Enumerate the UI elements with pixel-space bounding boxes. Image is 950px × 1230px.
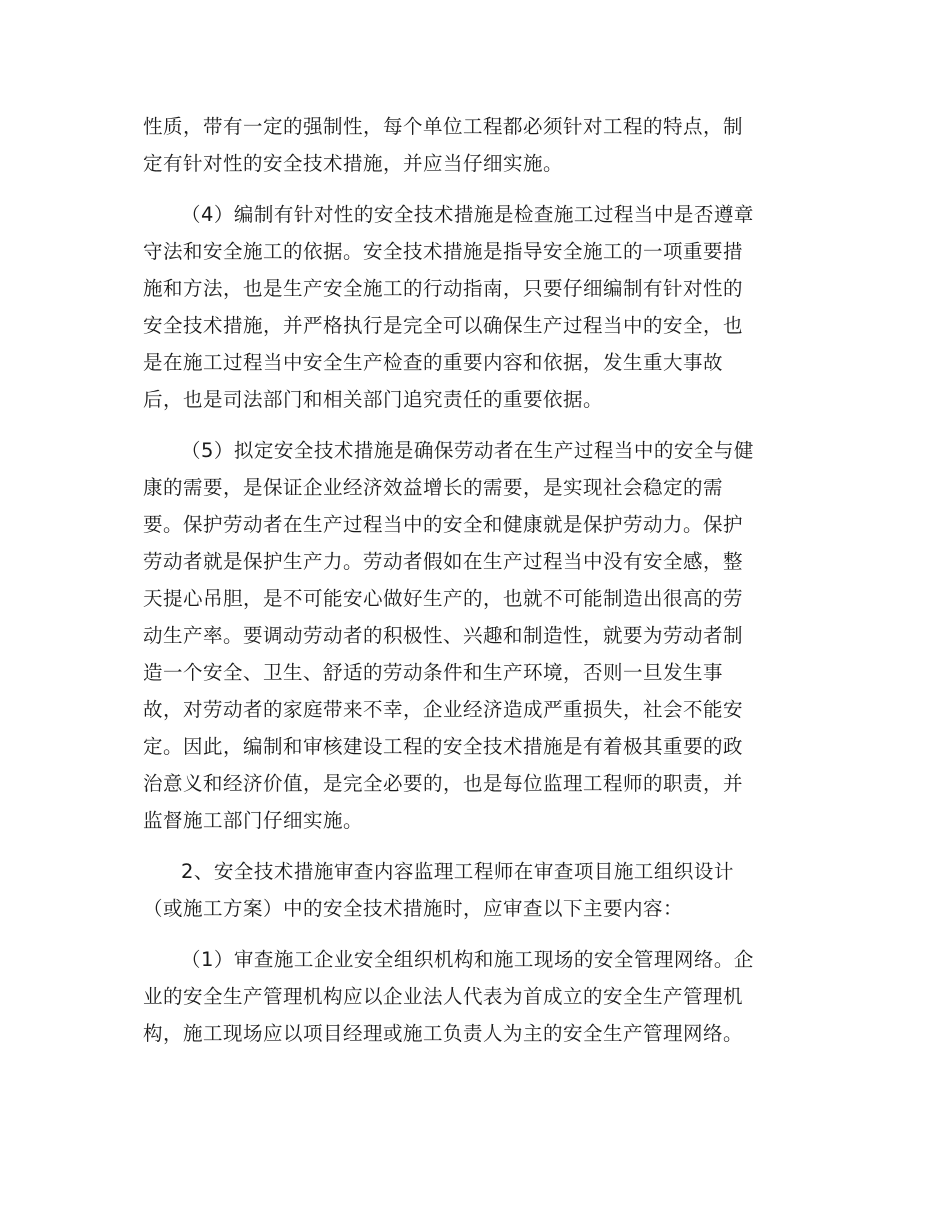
text-line: （或施工方案）中的安全技术措施时，应审查以下主要内容： — [143, 897, 684, 920]
text-line: 天提心吊胆，是不可能安心做好生产的，也就不可能制造出很高的劳 — [143, 587, 744, 610]
text-line: 监督施工部门仔细实施。 — [143, 809, 364, 832]
text-line: 性质，带有一定的强制性，每个单位工程都必须针对工程的特点，制 — [143, 115, 744, 138]
document-body — [143, 108, 807, 1052]
text-line: 业的安全生产管理机构应以企业法人代表为首成立的安全生产管理机 — [143, 985, 744, 1008]
text-line: 后，也是司法部门和相关部门追究责任的重要依据。 — [143, 388, 604, 411]
text-line: 守法和安全施工的依据。安全技术措施是指导安全施工的一项重要措 — [143, 240, 744, 263]
paragraph-5 — [143, 941, 807, 1052]
text-line: 2、安全技术措施审查内容监理工程师在审查项目施工组织设计 — [181, 860, 734, 883]
text-line: 是在施工过程当中安全生产检查的重要内容和依据，发生重大事故 — [143, 351, 724, 374]
text-line: 故，对劳动者的家庭带来不幸，企业经济造成严重损失，社会不能安 — [143, 698, 744, 721]
text-line: 劳动者就是保护生产力。劳动者假如在生产过程当中没有安全感，整 — [143, 550, 744, 573]
paragraph-4 — [143, 853, 807, 927]
text-line: 康的需要，是保证企业经济效益增长的需要，是实现社会稳定的需 — [143, 476, 724, 499]
text-line: （1）审查施工企业安全组织机构和施工现场的安全管理网络。企 — [181, 948, 754, 971]
text-line: 动生产率。要调动劳动者的积极性、兴趣和制造性，就要为劳动者制 — [143, 624, 744, 647]
text-line: 定。因此，编制和审核建设工程的安全技术措施是有着极其重要的政 — [143, 735, 744, 758]
text-line: 构，施工现场应以项目经理或施工负责人为主的安全生产管理网络。 — [143, 1022, 744, 1045]
text-line: （5）拟定安全技术措施是确保劳动者在生产过程当中的安全与健 — [181, 439, 754, 462]
text-line: 施和方法，也是生产安全施工的行动指南，只要仔细编制有针对性的 — [143, 277, 744, 300]
text-line: 要。保护劳动者在生产过程当中的安全和健康就是保护劳动力。保护 — [143, 513, 744, 536]
paragraph-3 — [143, 432, 807, 839]
text-line: 定有针对性的安全技术措施，并应当仔细实施。 — [143, 152, 564, 175]
text-line: 造一个安全、卫生、舒适的劳动条件和生产环境，否则一旦发生事 — [143, 661, 724, 684]
text-line: 安全技术措施，并严格执行是完全可以确保生产过程当中的安全，也 — [143, 314, 744, 337]
paragraph-1 — [143, 108, 807, 182]
text-line: （4）编制有针对性的安全技术措施是检查施工过程当中是否遵章 — [181, 203, 754, 226]
text-line: 治意义和经济价值，是完全必要的，也是每位监理工程师的职责，并 — [143, 772, 744, 795]
paragraph-2 — [143, 196, 807, 418]
